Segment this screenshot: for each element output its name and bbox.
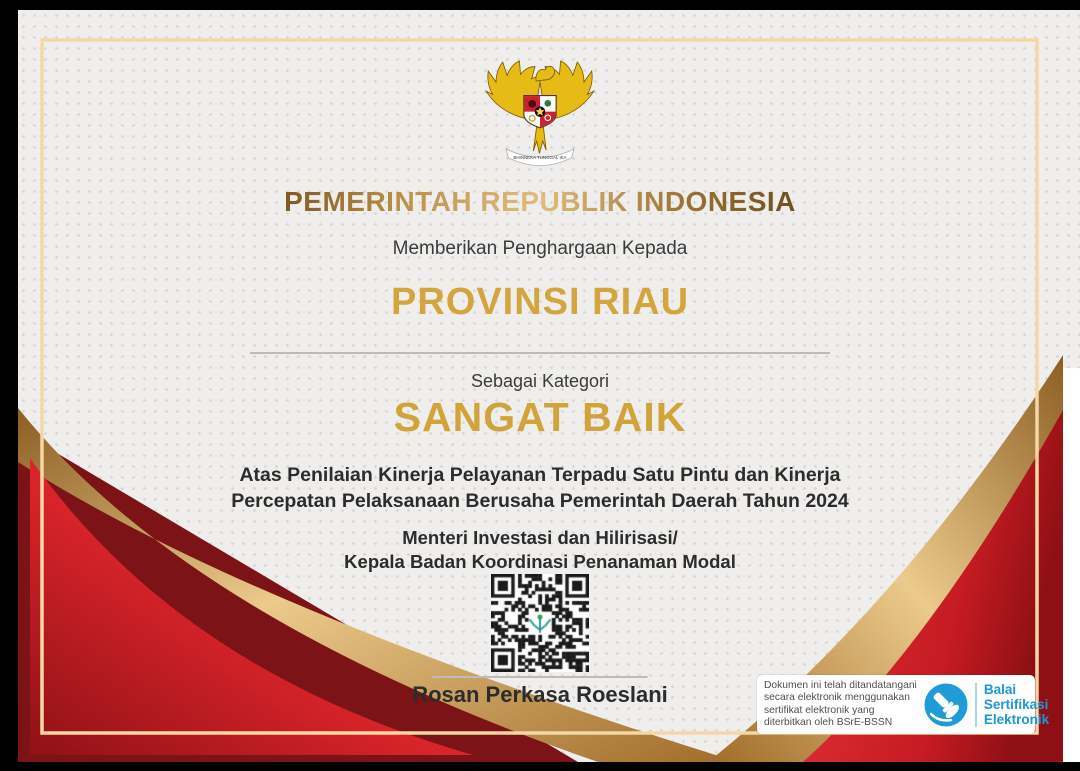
award-reason bbox=[231, 462, 848, 514]
esign-stamp-text bbox=[764, 680, 917, 729]
award-reason-line2: Percepatan Pelaksanaan Berusaha Pemerintah Daerah Tahun 2024 bbox=[231, 490, 849, 512]
signatory-title bbox=[344, 526, 736, 574]
photo-margin bbox=[1063, 368, 1080, 762]
esign-org-name bbox=[984, 682, 1049, 727]
qr-code bbox=[491, 574, 589, 672]
esign-org-line3: Elektronik bbox=[983, 712, 1050, 727]
divider-line bbox=[250, 352, 830, 354]
esign-text-line3: sertifikat elektronik yang bbox=[764, 704, 875, 716]
bsre-logo-icon bbox=[923, 682, 969, 728]
award-reason-line1: Atas Penilaian Kinerja Pelayanan Terpadu Satu Pintu dan Kinerja bbox=[239, 464, 841, 486]
garuda-pancasila-emblem bbox=[476, 54, 604, 176]
esign-text-line1: Dokumen ini telah ditandatangani bbox=[764, 680, 917, 692]
recipient-name: PROVINSI RIAU bbox=[390, 281, 690, 323]
signatory-title-line1: Menteri Investasi dan Hilirisasi/ bbox=[402, 527, 678, 548]
esign-text-line4: diterbitkan oleh BSrE-BSSN bbox=[764, 716, 893, 728]
esign-org-line2: Sertifikasi bbox=[983, 697, 1049, 712]
presentation-line: Memberikan Penghargaan Kepada bbox=[392, 238, 688, 259]
motto-text: BHINNEKA TUNGGAL IKA bbox=[513, 154, 567, 160]
signature-line bbox=[433, 676, 648, 678]
category-label: Sebagai Kategori bbox=[470, 371, 610, 391]
category-value: SANGAT BAIK bbox=[393, 394, 687, 440]
stamp-divider bbox=[975, 683, 977, 727]
esign-text-line2: secara elektronik menggunakan bbox=[764, 692, 910, 704]
qr-code-frame bbox=[491, 574, 589, 672]
signatory-name: Rosan Perkasa Roeslani bbox=[412, 682, 668, 707]
issuer-title: PEMERINTAH REPUBLIK INDONESIA bbox=[284, 186, 796, 217]
signatory-title-line2: Kepala Badan Koordinasi Penanaman Modal bbox=[344, 551, 736, 572]
certificate-page bbox=[18, 10, 1080, 762]
certificate-content bbox=[18, 10, 1062, 762]
esign-org-line1: Balai bbox=[983, 682, 1017, 697]
pancasila-shield bbox=[524, 96, 556, 128]
esign-stamp bbox=[757, 675, 1050, 734]
